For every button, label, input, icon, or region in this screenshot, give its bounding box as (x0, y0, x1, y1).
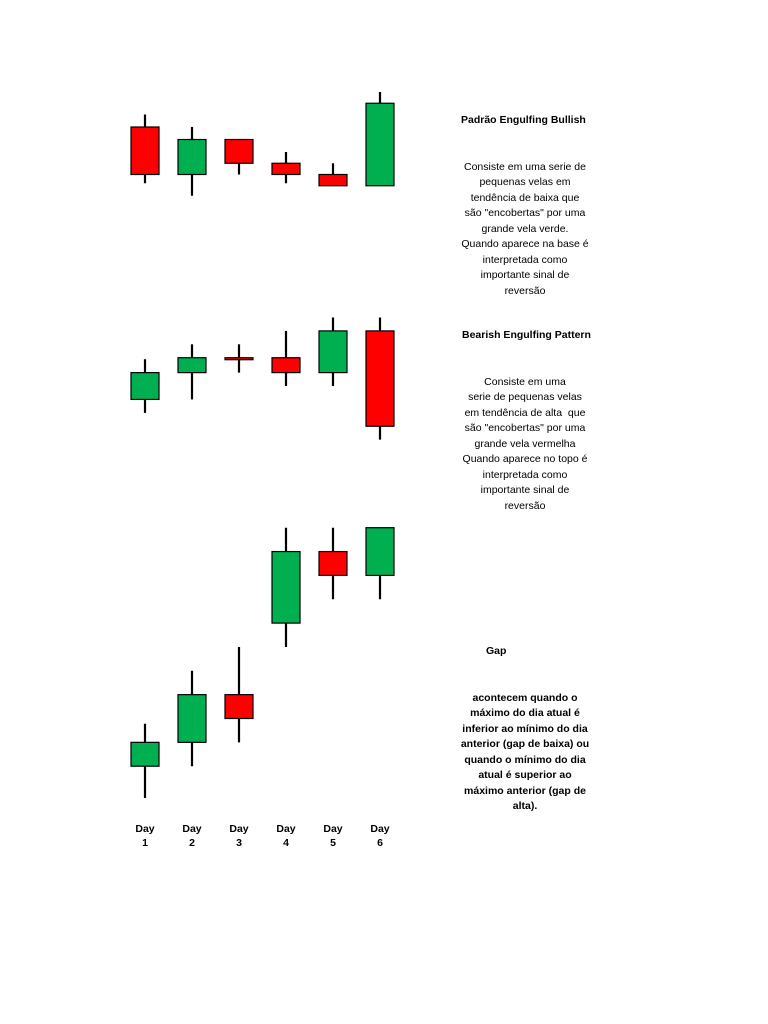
x-tick-label-number: 5 (330, 837, 336, 849)
x-tick-label-day: Day (229, 823, 249, 835)
bearish-engulfing-chart (131, 317, 394, 439)
bearish-title: Bearish Engulfing Pattern (462, 329, 591, 341)
bullish-text: Consiste em uma serie de pequenas velas em tendência de baixa que são "encobertas" por uma grande vela verde. Quando aparece na base é interpretada como importante sinal de reversão (461, 160, 589, 297)
candle-body-day-6 (366, 331, 394, 426)
candle-body-day-6 (366, 528, 394, 576)
bullish-description (450, 82, 600, 315)
candle-body-day-5 (319, 552, 347, 576)
candle-body-day-3 (225, 140, 253, 164)
bullish-title: Padrão Engulfing Bullish (461, 114, 586, 126)
x-tick-label-number: 2 (189, 837, 195, 849)
x-tick-label-day: Day (370, 823, 390, 835)
gap-text: acontecem quando o máximo do dia atual é inferior ao mínimo do dia anterior (gap de baixa) ou quando o mínimo do dia atual é superior ao máximo anterior (gap de alta). (460, 691, 590, 812)
candle-body-day-6 (366, 103, 394, 186)
gap-title: Gap (486, 645, 507, 657)
x-tick-label-day: Day (276, 823, 296, 835)
candle-body-day-4 (272, 358, 300, 373)
x-tick-label-number: 6 (377, 837, 383, 849)
candle-body-day-3 (225, 695, 253, 719)
candle-body-day-1 (131, 742, 159, 766)
candle-body-day-2 (178, 358, 206, 373)
x-tick-label-day: Day (182, 823, 202, 835)
candle-body-day-1 (131, 127, 159, 175)
x-tick-label-number: 4 (283, 837, 289, 849)
x-tick-label-day: Day (135, 823, 155, 835)
candle-body-day-1 (131, 373, 159, 400)
gap-chart (131, 528, 394, 798)
bullish-engulfing-chart (131, 92, 394, 196)
x-axis-labels (135, 823, 389, 849)
candle-body-day-4 (272, 552, 300, 624)
candle-body-day-4 (272, 163, 300, 174)
bearish-text: Consiste em uma serie de pequenas velas em tendência de alta que são "encobertas" por uma grande vela vermelha Quando aparece no topo é interpretada como importante sinal de reversão (462, 375, 588, 512)
x-tick-label-number: 3 (236, 837, 242, 849)
gap-description (450, 613, 600, 830)
candle-body-day-2 (178, 695, 206, 743)
bearish-description (450, 297, 600, 530)
candle-body-day-2 (178, 140, 206, 175)
x-tick-label-day: Day (323, 823, 343, 835)
candle-body-day-3 (225, 358, 253, 360)
x-tick-label-number: 1 (142, 837, 148, 849)
candle-body-day-5 (319, 331, 347, 373)
candle-body-day-5 (319, 175, 347, 186)
